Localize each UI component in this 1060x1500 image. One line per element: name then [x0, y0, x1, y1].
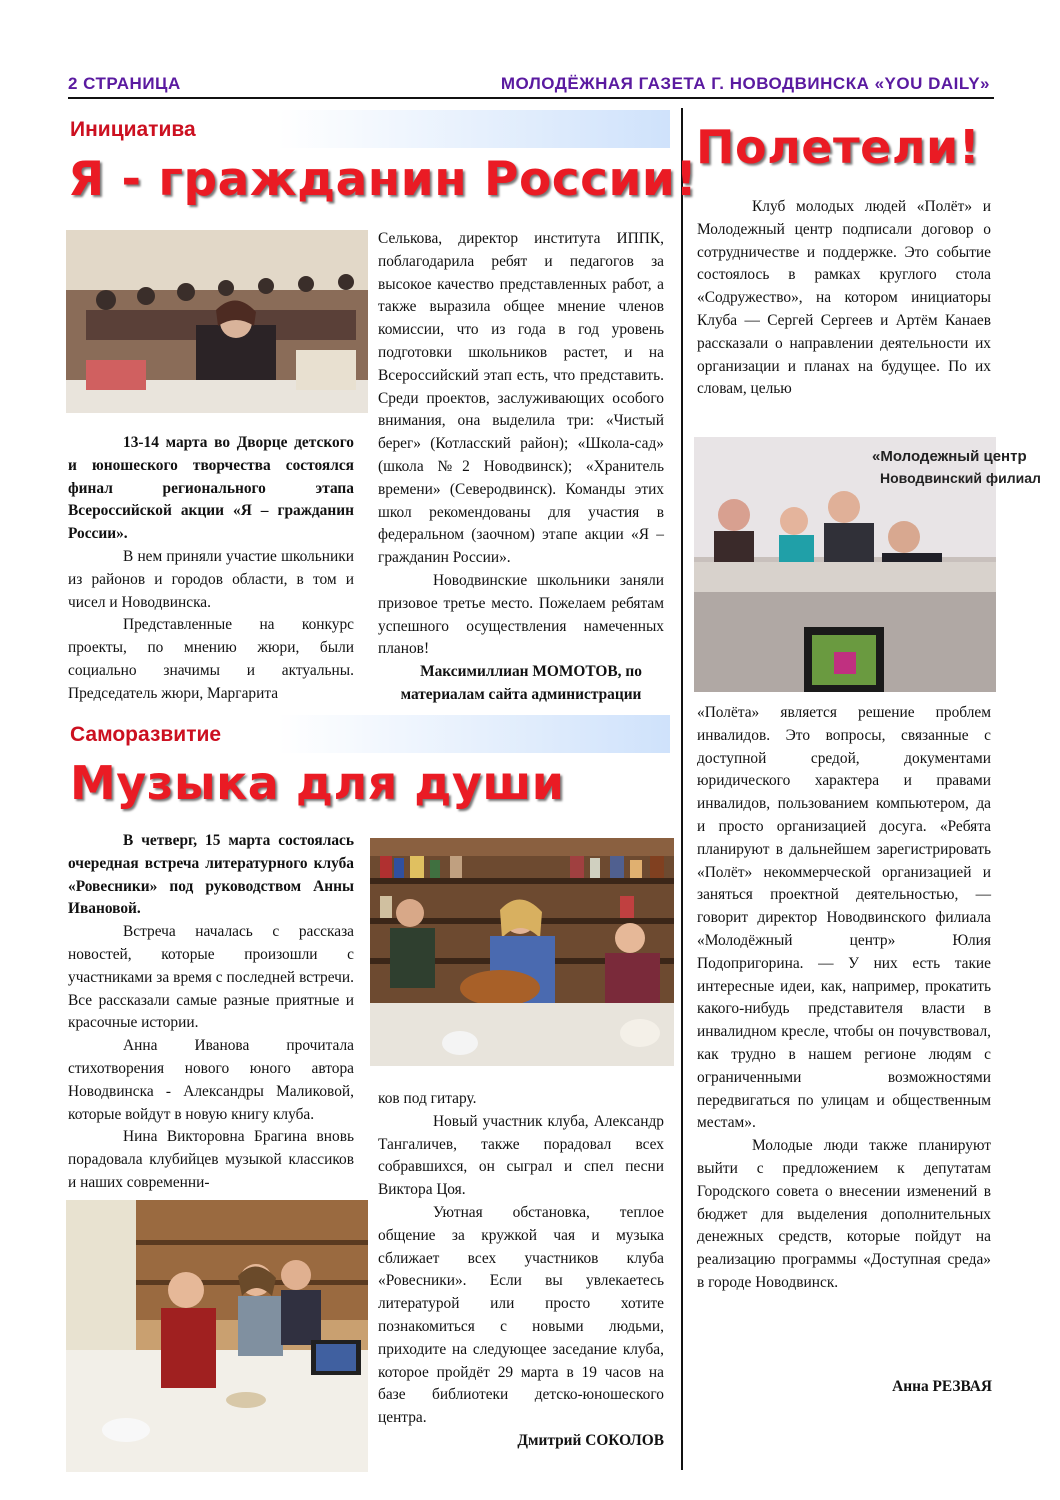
newspaper-title: МОЛОДЁЖНАЯ ГАЗЕТА Г. НОВОДВИНСКА «YOU DAILY»: [500, 74, 990, 93]
article1-paragraph: В нем приняли участие школьники из районов и городов области, в том и чисел и Новодвинска.: [68, 547, 354, 611]
article1-lead: 13-14 марта во Дворце детского и юношеского творчества состоялся финал регионального этапа Всероссийской акции «Я – гражданин России».: [68, 434, 354, 543]
article1-paragraph: Новодвинские школьники заняли призовое третье место. Пожелаем ребятам успешного осуществления намеченных планов!: [378, 571, 664, 658]
article1-paragraph: Представленные на конкурс проекты, по мнению жюри, были социально значимы и актуальны. Председатель жюри, Маргарита: [68, 616, 354, 702]
header-rule: [68, 97, 994, 99]
article2-column-left: [68, 830, 354, 1195]
article2-paragraph: Уютная обстановка, теплое общение за кружкой чая и музыка сближает всех участников клуба «Ровесники». Если вы увлекаетесь литературой или просто хотите познакомиться с новыми людьми, приходите на следующее заседание клуба, которое пройдёт 29 марта в 19 часов на базе библиотеки детско-юношеского центра.: [378, 1203, 664, 1427]
rubric-self-development: Саморазвитие: [66, 715, 670, 753]
photo-conference-hall: [66, 230, 368, 413]
banner-text-line2: Новодвинский филиал: [880, 470, 1041, 486]
article1-column-right: [378, 228, 664, 707]
page-number-label: 2 СТРАНИЦА: [68, 74, 181, 93]
headline-citizen: Я - гражданин России!: [68, 152, 698, 207]
article3-column-top: [697, 196, 991, 401]
article2-paragraph: ков под гитару.: [378, 1090, 477, 1107]
article1-column-left: [68, 432, 354, 706]
article2-paragraph: Встреча началась с рассказа новостей, которые произошли с участниками за время с последней встречи. Все рассказали самые разные приятные и красочные истории.: [68, 923, 354, 1032]
headline-music: Музыка для души: [70, 756, 565, 810]
rubric-initiative: Инициатива: [66, 110, 670, 148]
photo-round-table: [694, 437, 1041, 692]
article2-paragraph: Нина Викторовна Брагина вновь порадовала клубийцев музыкой классиков и наших современни-: [68, 1128, 354, 1191]
article3-paragraph: Клуб молодых людей «Полёт» и Молодежный центр подписали договор о сотрудничестве и поддержке. Это событие состоялось в рамках круглого стола «Содружество», на котором инициаторы Клуба — Сергей Сергеев и Артём Канаев рассказали о направлении деятельности их организации и планах на будущее. По их словам, целью: [697, 198, 991, 398]
photo-children-library: [66, 1200, 368, 1472]
article2-paragraph: Анна Иванова прочитала стихотворения нового юного автора Новодвинска - Александры Маликовой, которые войдут в новую книгу клуба.: [68, 1037, 354, 1123]
article1-signature: Максимиллиан МОМОТОВ, по материалам сайта администрации: [400, 663, 642, 703]
article2-lead: В четверг, 15 марта состоялась очередная встреча литературного клуба «Ровесники» под руководством Анны Ивановой.: [68, 832, 354, 918]
article3-signature: Анна РЕЗВАЯ: [892, 1378, 992, 1395]
article2-paragraph: Новый участник клуба, Александр Тангаличев, также порадовал всех собравшихся, он сыграл и спел песни Виктора Цоя.: [378, 1112, 664, 1199]
article1-paragraph: Селькова, директор института ИППК, поблагодарила ребят и педагогов за высокое качество представленных работ, а также выразила общее мнение членов комиссии, что из года в год уровень подготовки школьников растет, и на Всероссийский этап есть, что представить. Среди проектов, заслуживающих особого внимания, она выделила три: «Чистый берег» (Котласский район); «Школа-сад» (школа №2 Новодвинск); «Хранитель времени» (Северодвинск). Команды этих школ рекомендованы для участия в федеральном (заочном) этапе акции «Я – гражданин России».: [378, 230, 664, 567]
article2-column-right: [378, 1088, 664, 1453]
article3-paragraph: «Полёта» является решение проблем инвалидов. Это вопросы, связанные с доступной средой, документами юридического характера и правами инвалидов, пользованием компьютером, да и просто организацией досуга. «Ребята планируют в дальнейшем зарегистрировать «Полёт» некоммерческой организацией и заняться проектной деятельностью, — говорит директор Новодвинского филиала «Молодёжный центр» Юлия Подопригорина. — У них есть такие интересные идеи, как, например, прокатить какого-нибудь представителя власти в инвалидном кресле, чтобы он почувствовал, как трудно в нашем регионе людям с ограниченными возможностями передвигаться по улицам и общественным местам».: [697, 704, 991, 1132]
article3-paragraph: Молодые люди также планируют выйти с предложением к депутатам Городского совета о внесении изменений в бюджет для выделения дополнительных денежных средств, которые пойдут на реализацию программы «Доступная среда» в городе Новодвинск.: [697, 1137, 991, 1291]
article3-column-bottom: [697, 702, 991, 1295]
photo-guitar-meeting: [370, 838, 674, 1066]
column-divider: [681, 108, 683, 1470]
article2-signature: Дмитрий СОКОЛОВ: [517, 1431, 664, 1449]
banner-text-line1: «Молодежный центр: [872, 448, 1027, 465]
headline-flew: Полетели!: [696, 120, 981, 174]
